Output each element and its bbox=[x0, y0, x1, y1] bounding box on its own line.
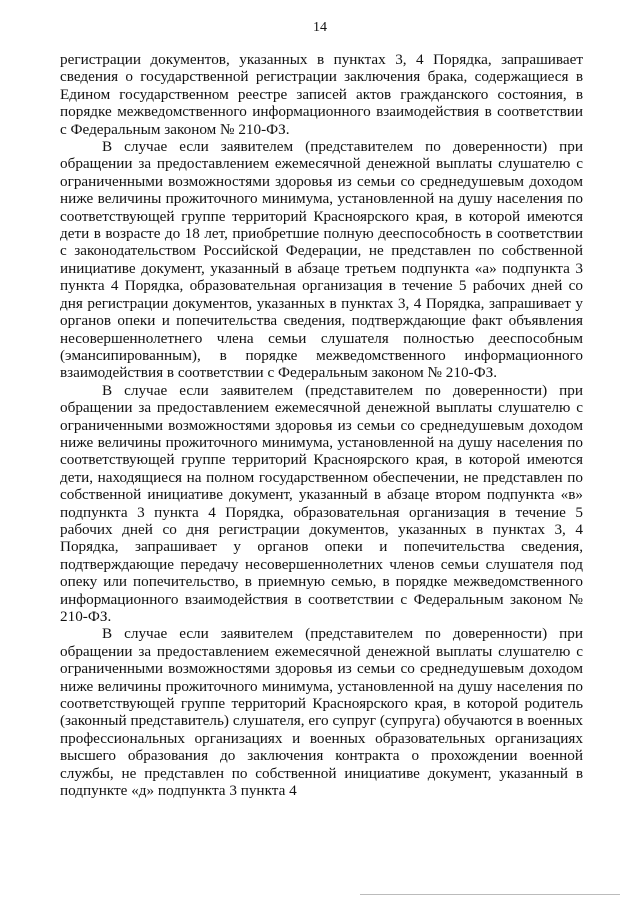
paragraph-emancipated-children: В случае если заявителем (представителем по доверенности) при обращении за предоставлением ежемесячной денежной выплаты слушателю с ограниченными возможностями здоровья из семьи со среднедушевым доходом ниже величины прожиточного минимума, установленной на душу населения по соответствующей группе территорий Красноярского края, в которой имеются дети в возрасте до 18 лет, приобретшие полную дееспособность в соответствии с законодательством Российской Федерации, не представлен по собственной инициативе документ, указанный в абзаце третьем подпункта «а» подпункта 3 пункта 4 Порядка, образовательная организация в течение 5 рабочих дней со дня регистрации документов, указанных в пунктах 3, 4 Порядка, запрашивает у органов опеки и попечительства сведения, подтверждающие факт объявления несовершеннолетнего члена семьи слушателя полностью дееспособным (эмансипированным), в порядке межведомственного информационного взаимодействия в соответствии с Федеральным законом № 210-ФЗ. bbox=[60, 138, 583, 382]
paragraph-military-education: В случае если заявителем (представителем по доверенности) при обращении за предоставлением ежемесячной денежной выплаты слушателю с ограниченными возможностями здоровья из семьи со среднедушевым доходом ниже величины прожиточного минимума, установленной на душу населения по соответствующей группе территорий Красноярского края, в которой родитель (законный представитель) слушателя, его супруг (супруга) обучаются в военных профессиональных организациях и военных образовательных организациях высшего образования до заключения контракта о прохождении военной службы, не представлен по собственной инициативе документ, указанный в подпункте «д» подпункта 3 пункта 4 bbox=[60, 625, 583, 800]
paragraph-state-care-children: В случае если заявителем (представителем по доверенности) при обращении за предоставлением ежемесячной денежной выплаты слушателю с ограниченными возможностями здоровья из семьи со среднедушевым доходом ниже величины прожиточного минимума, установленной на душу населения по соответствующей группе территорий Красноярского края, в которой имеются дети, находящиеся на полном государственном обеспечении, не представлен по собственной инициативе документ, указанный в абзаце втором подпункта «в» подпункта 3 пункта 4 Порядка, образовательная организация в течение 5 рабочих дней со дня регистрации документов, указанных в пунктах 3, 4 Порядка, запрашивает у органов опеки и попечительства сведения, подтверждающие передачу несовершеннолетних членов семьи слушателя под опеку или попечительство, в приемную семью, в порядке межведомственного информационного взаимодействия в соответствии с Федеральным законом № 210-ФЗ. bbox=[60, 381, 583, 625]
paragraph-continuation: регистрации документов, указанных в пунктах 3, 4 Порядка, запрашивает сведения о государственной регистрации заключения брака, содержащиеся в Едином государственном реестре записей актов гражданского состояния, в порядке межведомственного информационного взаимодействия в соответствии с Федеральным законом № 210-ФЗ. bbox=[60, 51, 583, 138]
document-body bbox=[60, 51, 583, 799]
page-number: 14 bbox=[313, 20, 327, 35]
page-bottom-edge bbox=[360, 894, 620, 895]
